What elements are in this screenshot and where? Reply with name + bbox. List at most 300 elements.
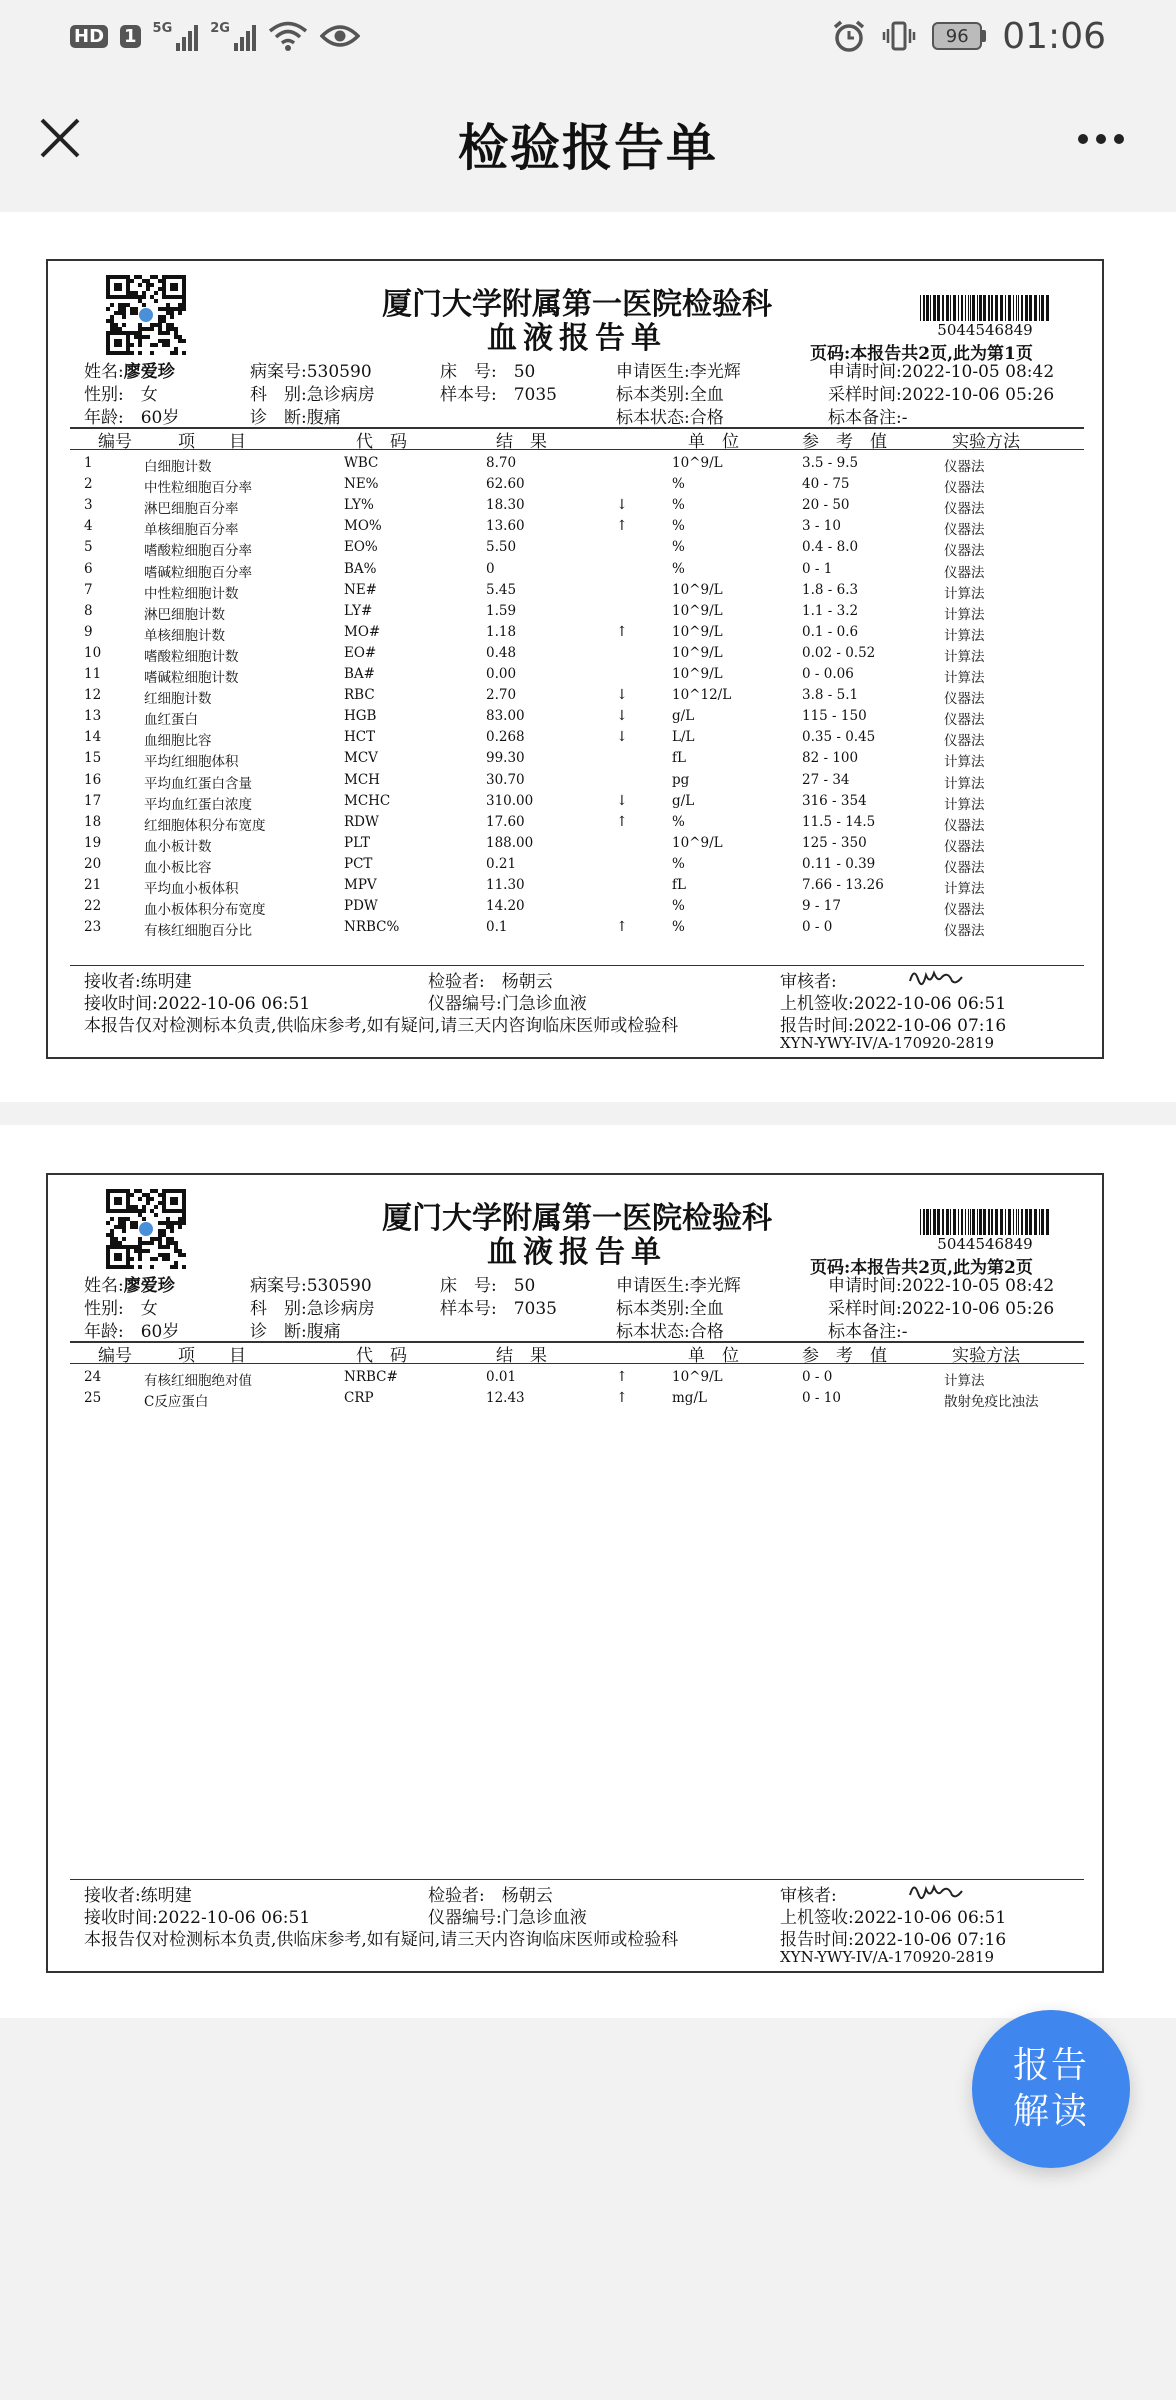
row-item-name: 有核红细胞绝对值 [144,1373,252,1389]
row-number: 18 [84,813,102,830]
requesting-doctor: 申请医生:李光辉 [616,1276,741,1296]
barcode [920,1209,1050,1235]
row-unit: 10^9/L [672,602,723,619]
row-flag: ↓ [616,708,628,725]
row-item-name: 血小板体积分布宽度 [144,902,266,919]
report-page-1[interactable] [0,212,1176,1102]
row-method: 计算法 [944,796,985,813]
report-page-2[interactable] [0,1125,1176,2018]
table-row [48,497,1106,518]
diagnosis: 诊 断:腹痛 [250,1322,341,1342]
row-number: 1 [84,455,93,471]
row-flag: ↑ [616,813,628,830]
receive-time: 接收时间:2022-10-06 06:51 [84,1908,311,1928]
row-unit: 10^9/L [672,623,723,640]
row-reference: 82 - 100 [802,750,859,767]
row-result: 5.50 [486,539,517,556]
specimen-note: 标本备注:- [828,1322,908,1342]
row-code: RDW [344,813,379,830]
row-unit: g/L [672,792,695,809]
table-row [48,708,1106,729]
row-code: PLT [344,834,370,851]
row-result: 0.01 [486,1369,517,1385]
row-unit: 10^9/L [672,644,723,661]
nav-header [0,72,1176,212]
row-reference: 27 - 34 [802,771,850,788]
row-flag: ↑ [616,518,628,535]
table-row [48,539,1106,560]
row-method: 仪器法 [944,733,985,750]
status-left [70,18,360,54]
row-code: NE# [344,581,377,598]
row-item-name: 嗜碱粒细胞计数 [144,670,239,686]
table-row [48,877,1106,898]
row-method: 仪器法 [944,838,985,855]
row-method: 仪器法 [944,712,985,729]
receiver: 接收者:练明建 [84,972,192,992]
disclaimer: 本报告仅对检测标本负责,供临床参考,如有疑问,请三天内咨询临床医师或检验科 [84,1016,679,1036]
document-code: XYN-YWY-IV/A-170920-2819 [780,1948,994,1966]
row-reference: 9 - 17 [802,898,841,915]
collect-time: 采样时间:2022-10-06 05:26 [828,385,1055,405]
row-unit: % [672,539,685,556]
instrument: 仪器编号:门急诊血液 [428,994,587,1014]
collect-time: 采样时间:2022-10-06 05:26 [828,1299,1055,1319]
col-header-method: 实验方法 [952,432,1020,452]
row-result: 0.268 [486,729,525,746]
table-row [48,856,1106,877]
row-unit: % [672,813,685,830]
row-result: 83.00 [486,708,525,725]
row-reference: 0 - 10 [802,1390,841,1407]
reviewer-signature [908,965,964,989]
signin-time: 上机签收:2022-10-06 06:51 [780,994,1007,1014]
document-code: XYN-YWY-IV/A-170920-2819 [780,1034,994,1052]
row-unit: % [672,855,685,872]
row-code: RBC [344,687,375,704]
row-flag: ↓ [616,792,628,809]
battery-icon [932,22,986,50]
table-row [48,518,1106,539]
row-code: NRBC# [344,1369,398,1385]
clock: 01:06 [1002,15,1106,57]
col-header-result: 结 果 [496,432,547,452]
sample-number: 样本号: 7035 [440,1299,557,1319]
row-result: 0 [486,560,495,577]
row-item-name: 中性粒细胞计数 [144,585,239,602]
row-flag: ↓ [616,687,628,704]
row-reference: 115 - 150 [802,708,867,725]
row-reference: 0 - 0.06 [802,666,854,682]
row-code: BA% [344,560,377,577]
department: 科 别:急诊病房 [250,1299,375,1319]
row-number: 15 [84,750,102,767]
row-result: 14.20 [486,898,525,915]
row-unit: % [672,476,685,493]
row-result: 11.30 [486,877,525,893]
barcode-number: 5044546849 [937,1235,1033,1253]
table-row [48,793,1106,814]
record-number: 病案号:530590 [250,362,372,382]
vibrate-icon [882,19,916,53]
row-unit: 10^9/L [672,834,723,851]
row-result: 99.30 [486,750,525,767]
report-name: 血液报告单 [487,321,667,356]
row-method: 仪器法 [944,817,985,834]
row-item-name: 淋巴细胞计数 [144,606,225,623]
row-unit: % [672,497,685,514]
bed-number: 床 号: 50 [440,1276,536,1296]
specimen-note: 标本备注:- [828,408,908,428]
row-result: 188.00 [486,834,534,851]
row-code: BA# [344,666,375,682]
row-item-name: 白细胞计数 [144,459,212,475]
table-row [48,666,1106,687]
row-unit: mg/L [672,1390,707,1407]
row-result: 5.45 [486,581,517,598]
col-header-ref: 参 考 值 [802,432,887,452]
row-unit: fL [672,877,686,893]
table-row [48,624,1106,645]
status-right [832,14,1106,58]
row-result: 17.60 [486,813,525,830]
report-sheet [46,1173,1104,1973]
sample-number: 样本号: 7035 [440,385,557,405]
row-unit: % [672,560,685,577]
row-number: 10 [84,644,102,661]
row-method: 计算法 [944,648,985,665]
row-reference: 0.1 - 0.6 [802,623,859,640]
row-result: 0.1 [486,919,508,936]
row-result: 0.48 [486,644,517,661]
row-number: 3 [84,497,93,514]
row-result: 62.60 [486,476,525,493]
row-unit: fL [672,750,686,767]
row-result: 1.18 [486,623,517,640]
row-number: 20 [84,855,102,872]
row-reference: 0.35 - 0.45 [802,729,876,746]
row-reference: 0.02 - 0.52 [802,644,876,661]
table-row [48,603,1106,624]
reviewer: 审核者: [780,972,837,992]
row-item-name: 平均血红蛋白浓度 [144,796,252,813]
row-flag: ↑ [616,919,628,936]
report-name: 血液报告单 [487,1235,667,1270]
reviewer: 审核者: [780,1886,837,1906]
row-number: 11 [84,666,102,682]
report-sheet [46,259,1104,1059]
row-method: 计算法 [944,606,985,623]
row-number: 9 [84,623,93,640]
row-number: 6 [84,560,93,577]
network-5g-label: 5G [152,21,173,36]
signal-5g-icon [153,21,199,51]
requesting-doctor: 申请医生:李光辉 [616,362,741,382]
row-result: 12.43 [486,1390,525,1407]
row-code: LY% [344,497,374,514]
patient-gender: 性别: 女 [84,1299,158,1319]
instrument: 仪器编号:门急诊血液 [428,1908,587,1928]
row-number: 13 [84,708,102,725]
more-dot [1114,134,1124,144]
patient-name: 姓名:廖爱珍 [84,362,175,382]
col-header-no: 编号 [98,432,132,452]
hd-badge: HD [70,25,108,48]
row-number: 23 [84,919,102,936]
row-number: 25 [84,1390,102,1407]
table-row [48,476,1106,497]
specimen-state: 标本状态:合格 [616,1322,724,1342]
table-row [48,561,1106,582]
row-result: 2.70 [486,687,517,704]
signal-2g-icon [210,21,256,51]
row-item-name: 血红蛋白 [144,712,198,729]
row-unit: % [672,518,685,535]
row-unit: 10^9/L [672,1369,723,1385]
row-reference: 0.11 - 0.39 [802,855,876,872]
report-time: 报告时间:2022-10-06 07:16 [780,1930,1007,1950]
col-header-item: 项 目 [178,1346,246,1366]
row-reference: 3 - 10 [802,518,841,535]
row-result: 0.21 [486,855,517,872]
patient-age: 年龄: 60岁 [84,1322,180,1342]
row-reference: 1.8 - 6.3 [802,581,859,598]
row-method: 计算法 [944,881,985,897]
row-item-name: 血细胞比容 [144,733,212,750]
table-row [48,729,1106,750]
col-header-method: 实验方法 [952,1346,1020,1366]
row-reference: 316 - 354 [802,792,867,809]
row-number: 8 [84,602,93,619]
more-options-button[interactable] [1066,114,1136,164]
row-result: 0.00 [486,666,517,682]
col-header-code: 代 码 [356,1346,407,1366]
row-method: 仪器法 [944,522,985,539]
row-item-name: 有核红细胞百分比 [144,923,252,940]
row-number: 12 [84,687,102,704]
page-code: 页码:本报告共2页,此为第2页 [810,1258,1033,1278]
row-number: 4 [84,518,93,535]
row-flag: ↑ [616,1390,628,1407]
row-number: 16 [84,771,102,788]
row-reference: 20 - 50 [802,497,850,514]
row-unit: 10^9/L [672,666,723,682]
row-unit: L/L [672,729,695,746]
row-number: 17 [84,792,102,809]
row-code: MCV [344,750,378,767]
more-dot [1096,134,1106,144]
row-result: 8.70 [486,455,517,471]
row-item-name: 嗜碱粒细胞百分率 [144,564,252,581]
row-code: PCT [344,855,373,872]
row-method: 散射免疫比浊法 [944,1394,1039,1411]
row-unit: g/L [672,708,695,725]
row-item-name: 单核细胞计数 [144,627,225,644]
receiver: 接收者:练明建 [84,1886,192,1906]
table-row [48,455,1106,476]
table-row [48,898,1106,919]
reviewer-signature [908,1879,964,1903]
eye-icon [320,22,360,50]
row-result: 13.60 [486,518,525,535]
row-code: PDW [344,898,378,915]
row-result: 18.30 [486,497,525,514]
row-number: 22 [84,898,102,915]
more-dot [1078,134,1088,144]
table-row [48,582,1106,603]
table-row [48,835,1106,856]
row-unit: 10^12/L [672,687,732,704]
row-method: 仪器法 [944,459,985,475]
hospital-name: 厦门大学附属第一医院检验科 [382,1201,772,1236]
row-method: 计算法 [944,775,985,792]
status-bar [0,0,1176,72]
patient-gender: 性别: 女 [84,385,158,405]
row-number: 7 [84,581,93,598]
table-row [48,772,1106,793]
row-number: 2 [84,476,93,493]
row-method: 仪器法 [944,480,985,497]
row-item-name: C反应蛋白 [144,1394,209,1411]
row-reference: 0 - 0 [802,919,833,936]
table-row [48,1369,1106,1390]
fab-label-line2: 解读 [1012,2091,1089,2132]
row-code: MCHC [344,792,391,809]
row-item-name: 中性粒细胞百分率 [144,480,252,497]
row-item-name: 嗜酸粒细胞计数 [144,648,239,665]
row-item-name: 血小板计数 [144,838,212,855]
col-header-item: 项 目 [178,432,246,452]
row-method: 仪器法 [944,543,985,560]
row-code: CRP [344,1390,374,1407]
row-number: 14 [84,729,102,746]
col-header-unit: 单 位 [688,1346,739,1366]
row-number: 19 [84,834,102,851]
row-code: MO# [344,623,381,640]
tester: 检验者: 杨朝云 [428,1886,553,1906]
report-time: 报告时间:2022-10-06 07:16 [780,1016,1007,1036]
row-flag: ↑ [616,1369,628,1385]
row-item-name: 红细胞体积分布宽度 [144,817,266,834]
battery-level: 96 [932,22,982,50]
request-time: 申请时间:2022-10-05 08:42 [828,1276,1055,1296]
row-item-name: 红细胞计数 [144,691,212,708]
row-code: WBC [344,455,379,471]
row-code: HGB [344,708,377,725]
disclaimer: 本报告仅对检测标本负责,供临床参考,如有疑问,请三天内咨询临床医师或检验科 [84,1930,679,1950]
row-result: 30.70 [486,771,525,788]
row-code: NE% [344,476,379,493]
patient-age: 年龄: 60岁 [84,408,180,428]
row-reference: 0.4 - 8.0 [802,539,859,556]
row-reference: 3.5 - 9.5 [802,455,859,471]
row-reference: 40 - 75 [802,476,850,493]
row-method: 计算法 [944,1373,985,1389]
row-item-name: 平均红细胞体积 [144,754,239,771]
row-result: 1.59 [486,602,517,619]
row-code: EO% [344,539,378,556]
row-method: 计算法 [944,627,985,644]
barcode [920,295,1050,321]
col-header-result: 结 果 [496,1346,547,1366]
row-item-name: 嗜酸粒细胞百分率 [144,543,252,560]
col-header-no: 编号 [98,1346,132,1366]
signin-time: 上机签收:2022-10-06 06:51 [780,1908,1007,1928]
request-time: 申请时间:2022-10-05 08:42 [828,362,1055,382]
barcode-number: 5044546849 [937,321,1033,339]
row-code: EO# [344,644,377,661]
row-item-name: 平均血红蛋白含量 [144,775,252,792]
row-reference: 1.1 - 3.2 [802,602,859,619]
row-item-name: 平均血小板体积 [144,881,239,897]
table-row [48,645,1106,666]
bed-number: 床 号: 50 [440,362,536,382]
row-code: NRBC% [344,919,400,936]
report-interpret-button[interactable] [972,2010,1130,2168]
row-number: 24 [84,1369,102,1385]
network-2g-label: 2G [210,21,230,36]
hospital-name: 厦门大学附属第一医院检验科 [382,287,772,322]
row-method: 仪器法 [944,501,985,518]
row-method: 仪器法 [944,902,985,919]
specimen-type: 标本类别:全血 [616,385,724,405]
col-header-code: 代 码 [356,432,407,452]
row-number: 5 [84,539,93,556]
row-number: 21 [84,877,102,893]
row-method: 仪器法 [944,923,985,940]
row-code: LY# [344,602,373,619]
patient-name: 姓名:廖爱珍 [84,1276,175,1296]
page-code: 页码:本报告共2页,此为第1页 [810,344,1033,364]
row-reference: 11.5 - 14.5 [802,813,876,830]
record-number: 病案号:530590 [250,1276,372,1296]
row-item-name: 淋巴细胞百分率 [144,501,239,518]
row-code: MPV [344,877,377,893]
row-item-name: 单核细胞百分率 [144,522,239,539]
col-header-unit: 单 位 [688,432,739,452]
row-method: 仪器法 [944,564,985,581]
row-flag: ↓ [616,497,628,514]
row-code: MCH [344,771,380,788]
row-unit: % [672,898,685,915]
row-method: 计算法 [944,754,985,771]
row-result: 310.00 [486,792,534,809]
row-unit: pg [672,771,690,788]
sim-badge: 1 [120,25,141,48]
receive-time: 接收时间:2022-10-06 06:51 [84,994,311,1014]
page-title: 检验报告单 [458,119,718,177]
table-row [48,1390,1106,1411]
row-reference: 0 - 1 [802,560,833,577]
row-unit: % [672,919,685,936]
specimen-type: 标本类别:全血 [616,1299,724,1319]
row-reference: 125 - 350 [802,834,867,851]
divider [70,449,1084,450]
row-method: 计算法 [944,585,985,602]
row-flag: ↓ [616,729,628,746]
alarm-icon [832,19,866,53]
row-item-name: 血小板比容 [144,859,212,876]
table-row [48,919,1106,940]
tester: 检验者: 杨朝云 [428,972,553,992]
wifi-icon [268,20,308,52]
divider [70,1363,1084,1364]
col-header-ref: 参 考 值 [802,1346,887,1366]
department: 科 别:急诊病房 [250,385,375,405]
specimen-state: 标本状态:合格 [616,408,724,428]
row-method: 仪器法 [944,859,985,876]
row-code: MO% [344,518,382,535]
